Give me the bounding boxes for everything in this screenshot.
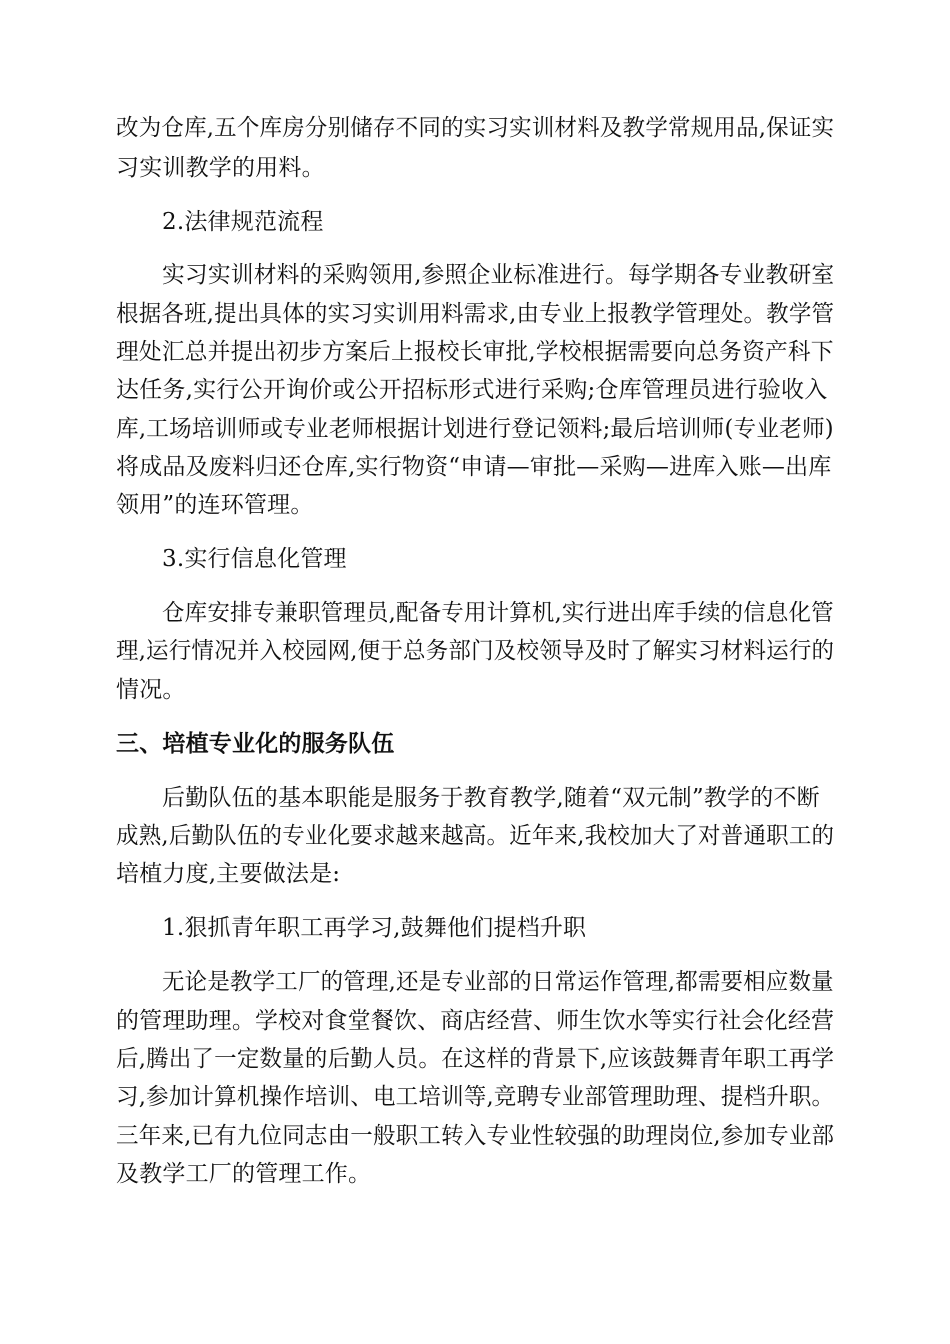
subsection-heading: 1.狠抓青年职工再学习,鼓舞他们提档升职 — [162, 915, 587, 941]
body-text-line: 及教学工厂的管理工作。 — [116, 1161, 372, 1187]
body-text-line: 达任务,实行公开询价或公开招标形式进行采购;仓库管理员进行验收入 — [116, 377, 828, 403]
body-text-line: 后勤队伍的基本职能是服务于教育教学,随着“双元制”教学的不断 — [162, 785, 820, 811]
body-text-line: 无论是教学工厂的管理,还是专业部的日常运作管理,都需要相应数量 — [162, 969, 834, 995]
body-text-line: 库,工场培训师或专业老师根据计划进行登记领料;最后培训师(专业老师) — [116, 416, 834, 442]
body-text-line: 习实训教学的用料。 — [116, 155, 325, 181]
body-text-line: 理,运行情况并入校园网,便于总务部门及校领导及时了解实习材料运行的 — [116, 638, 835, 664]
body-text-line: 三年来,已有九位同志由一般职工转入专业性较强的助理岗位,参加专业部 — [116, 1123, 835, 1149]
body-text-line: 根据各班,提出具体的实习实训用料需求,由专业上报教学管理处。教学管 — [116, 301, 835, 327]
body-text-line: 领用”的连环管理。 — [116, 492, 314, 518]
body-text-line: 改为仓库,五个库房分别储存不同的实习实训材料及教学常规用品,保证实 — [116, 115, 835, 141]
body-text-line: 理处汇总并提出初步方案后上报校长审批,学校根据需要向总务资产科下 — [116, 339, 834, 365]
body-text-line: 情况。 — [116, 677, 186, 703]
section-heading: 三、培植专业化的服务队伍 — [116, 731, 395, 757]
body-text-line: 实习实训材料的采购领用,参照企业标准进行。每学期各专业教研室 — [162, 262, 835, 288]
subsection-heading: 2.法律规范流程 — [162, 209, 324, 235]
body-text-line: 仓库安排专兼职管理员,配备专用计算机,实行进出库手续的信息化管 — [162, 600, 834, 626]
body-text-line: 将成品及废料归还仓库,实行物资“申请—审批—采购—进库入账—出库 — [116, 454, 832, 480]
body-text-line: 后,腾出了一定数量的后勤人员。在这样的背景下,应该鼓舞青年职工再学 — [116, 1046, 835, 1072]
body-text-line: 习,参加计算机操作培训、电工培训等,竞聘专业部管理助理、提档升职。 — [116, 1084, 835, 1110]
body-text-line: 成熟,后勤队伍的专业化要求越来越高。近年来,我校加大了对普通职工的 — [116, 823, 835, 849]
subsection-heading: 3.实行信息化管理 — [162, 546, 347, 572]
body-text-line: 培植力度,主要做法是: — [116, 861, 341, 887]
body-text-line: 的管理助理。学校对食堂餐饮、商店经营、师生饮水等实行社会化经营 — [116, 1008, 835, 1034]
